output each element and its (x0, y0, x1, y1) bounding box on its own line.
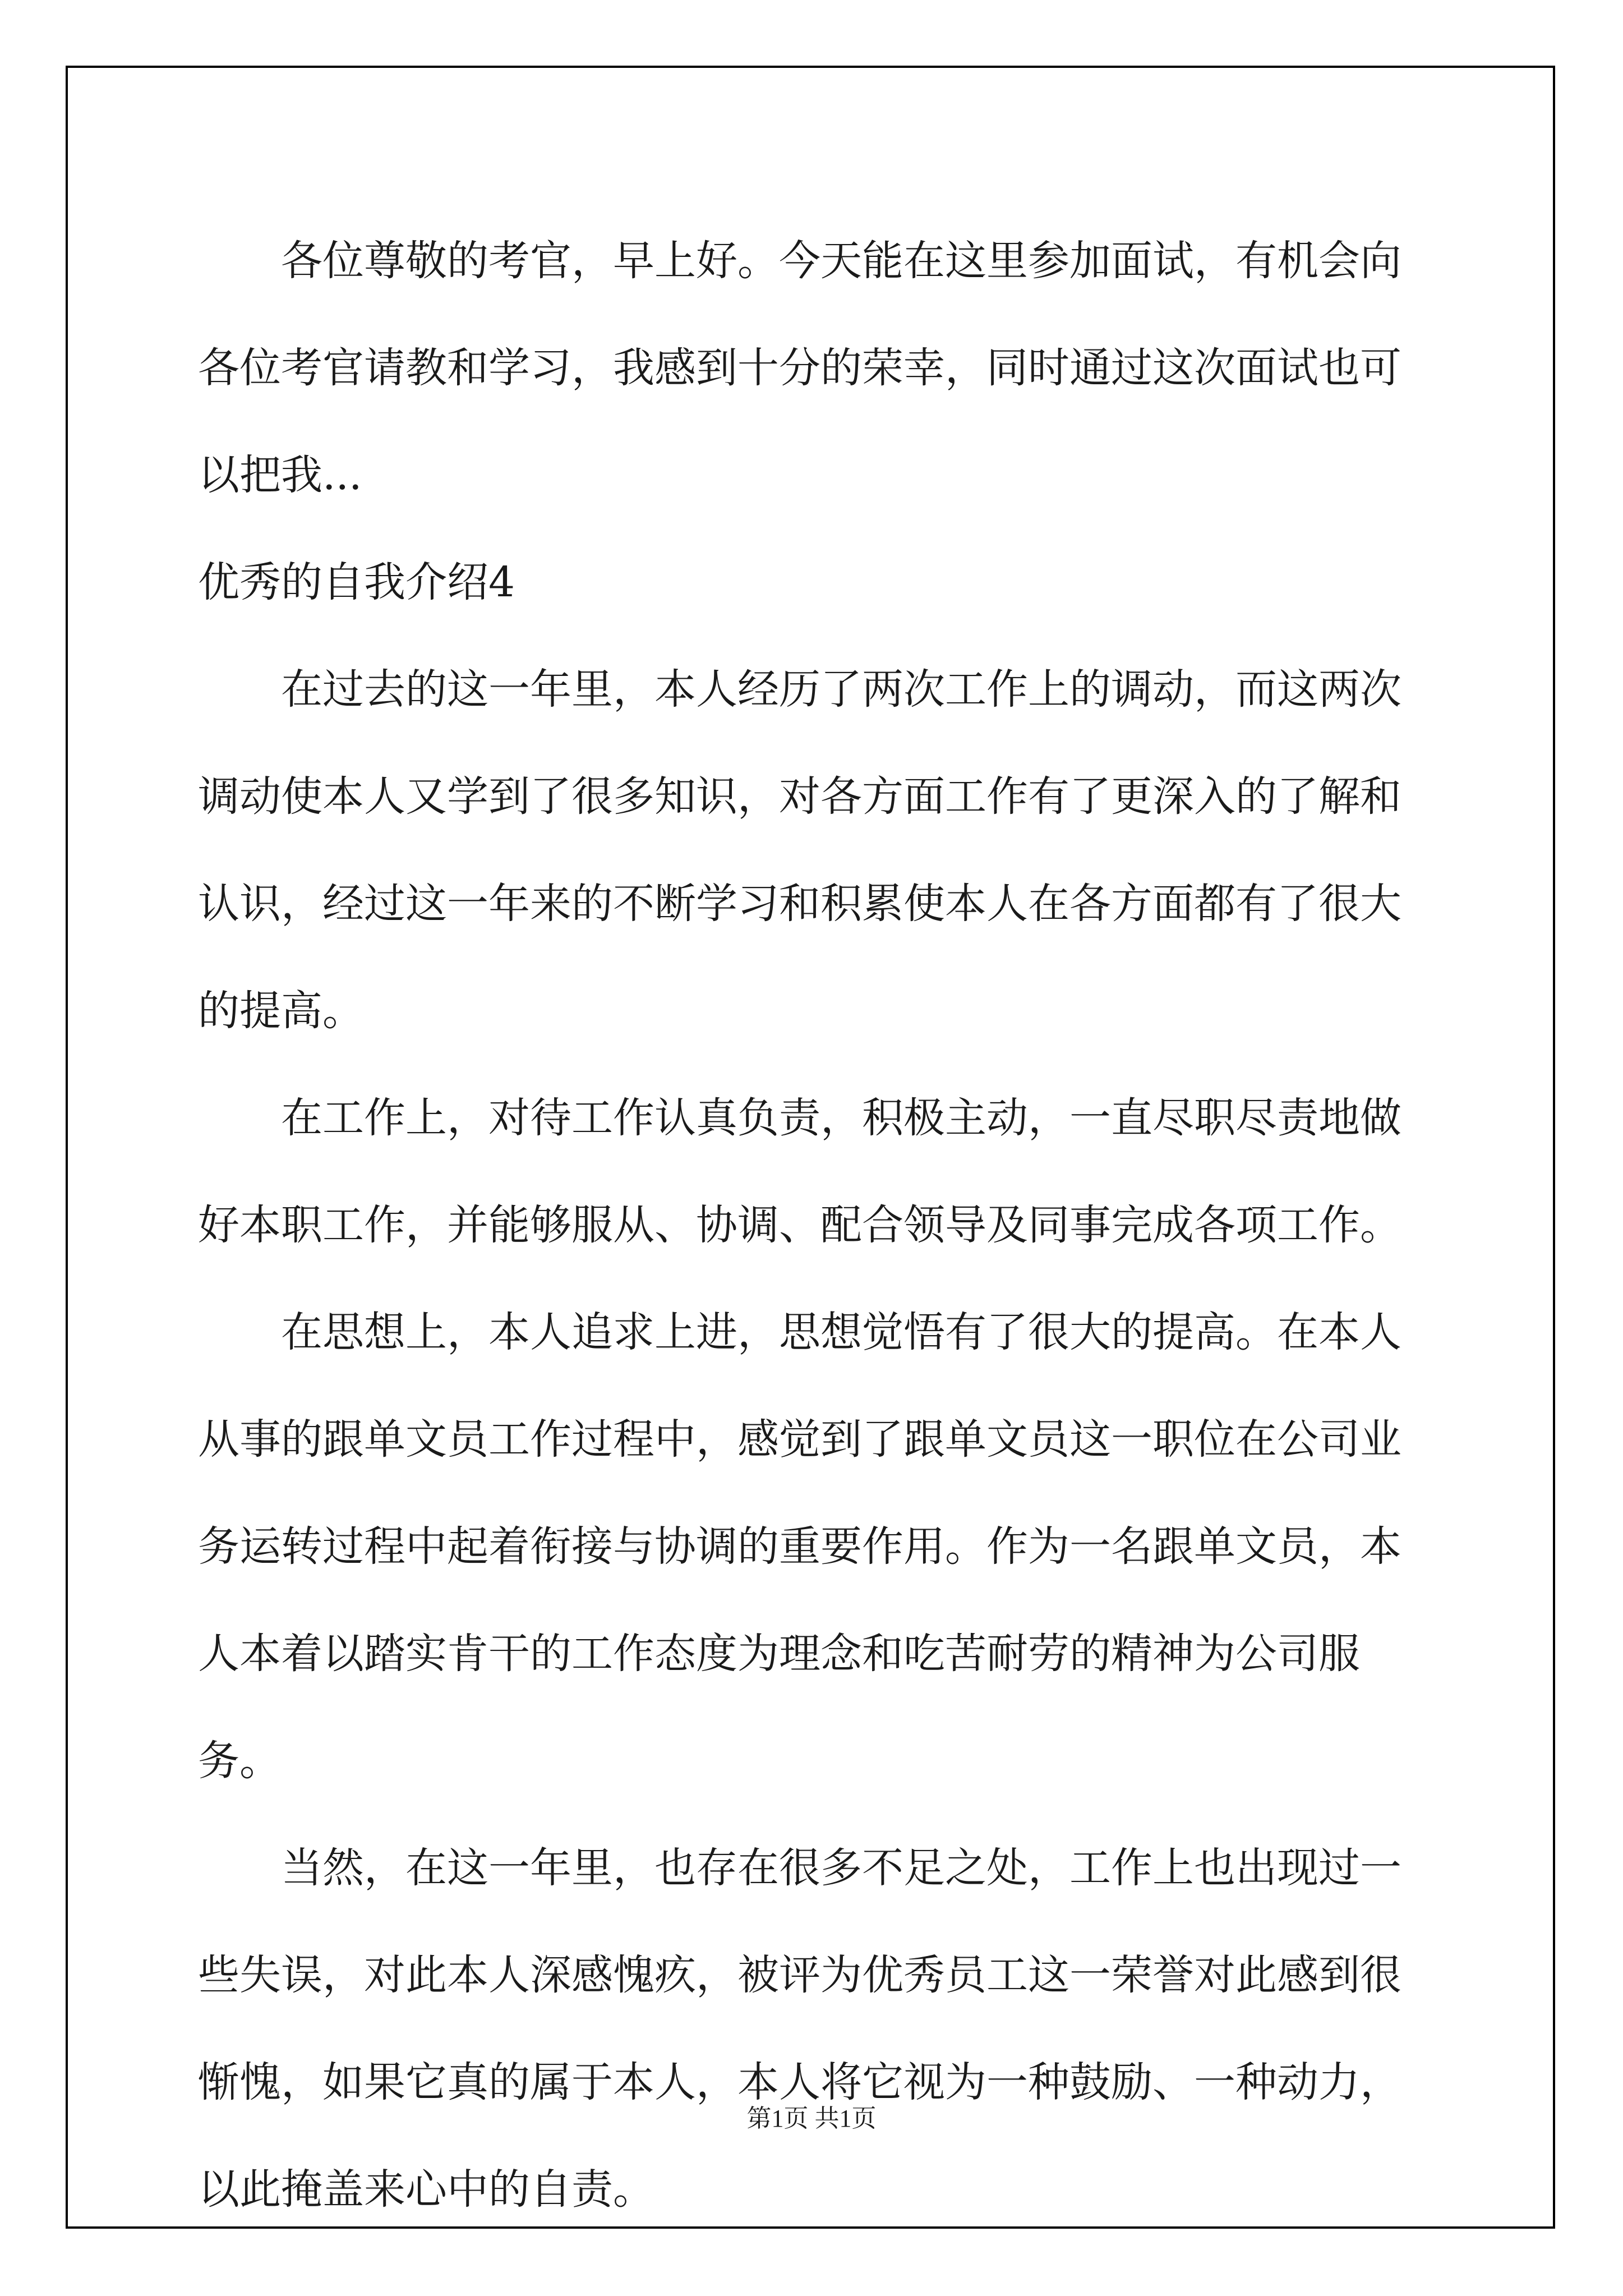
intro-paragraph: 各位尊敬的考官，早上好。今天能在这里参加面试，有机会向各位考官请教和学习，我感到十分的荣幸，同时通过这次面试也可以把我... (198, 237, 1401, 499)
paragraph-2: 在工作上，对待工作认真负责，积极主动，一直尽职尽责地做好本职工作，并能够服从、协调、配合领导及同事完成各项工作。 (198, 1094, 1401, 1249)
paragraph-3: 在思想上，本人追求上进，思想觉悟有了很大的提高。在本人从事的跟单文员工作过程中，感觉到了跟单文员这一职位在公司业务运转过程中起着衔接与协调的重要作用。作为一名跟单文员，本人本着以踏实肯干的工作态度为理念和吃苦耐劳的精神为公司服务。 (198, 1308, 1401, 1785)
section-heading: 优秀的自我介绍4 (198, 558, 515, 606)
paragraph-1: 在过去的这一年里，本人经历了两次工作上的调动，而这两次调动使本人又学到了很多知识，对各方面工作有了更深入的了解和认识，经过这一年来的不断学习和积累使本人在各方面都有了很大的提高。 (198, 665, 1401, 1035)
page-number-footer: 第1页 共1页 (746, 2105, 877, 2132)
paragraph-4: 当然，在这一年里，也存在很多不足之处，工作上也出现过一些失误，对此本人深感愧疚，被评为优秀员工这一荣誉对此感到很惭愧，如果它真的属于本人，本人将它视为一种鼓励、一种动力，以此掩盖来心中的自责。 (198, 1844, 1401, 2214)
document-body (198, 208, 1437, 2243)
